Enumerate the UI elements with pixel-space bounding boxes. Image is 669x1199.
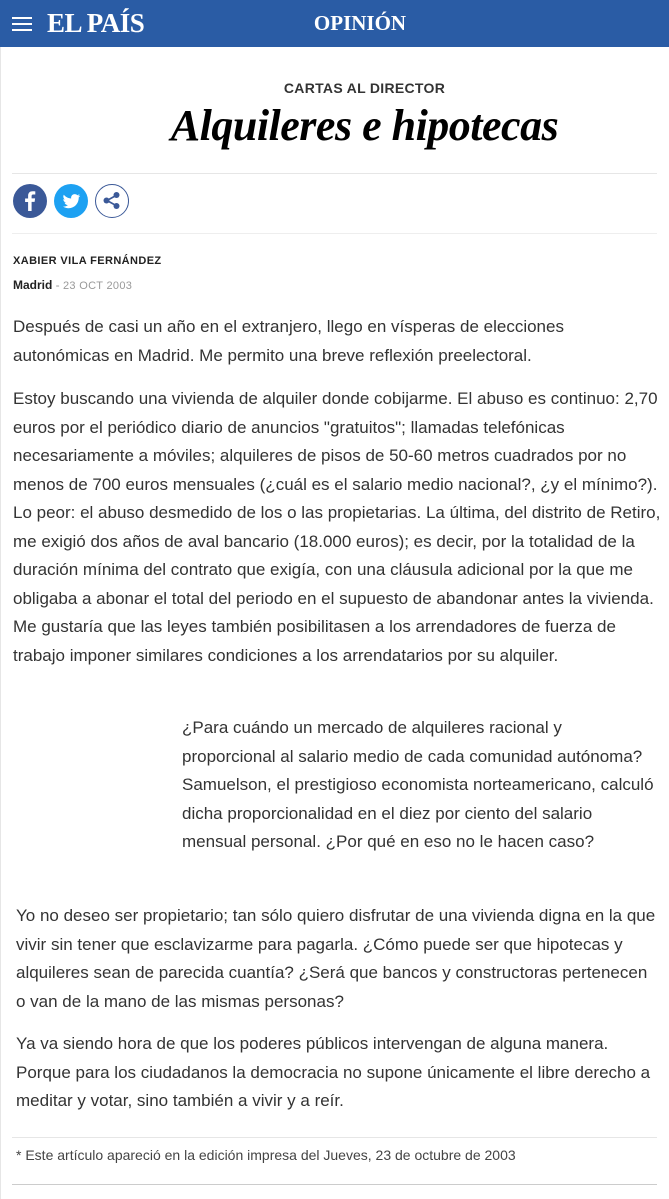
article-kicker[interactable]: CARTAS AL DIRECTOR <box>283 80 446 96</box>
highlighted-paragraph: ¿Para cuándo un mercado de alquileres racional y proporcional al salario medio de cada comunidad autónoma? Samuelson, el prestigioso economista norteamericano, calculó dicha proporcionalidad en el diez por ciento del salario mensual personal. ¿Por qué en eso no le hacen caso? <box>182 718 654 851</box>
facebook-icon <box>13 184 47 218</box>
article-meta <box>13 278 132 293</box>
divider <box>12 1137 657 1138</box>
publish-date: 23 OCT 2003 <box>63 280 133 292</box>
twitter-icon <box>54 184 88 218</box>
author-name[interactable]: XABIER VILA FERNÁNDEZ <box>13 255 162 267</box>
top-navigation-bar <box>0 0 669 47</box>
site-logo[interactable]: EL PAÍS <box>47 8 145 38</box>
article-headline: Alquileres e hipotecas <box>170 101 559 150</box>
article-paragraph: Yo no deseo ser propietario; tan sólo quiero disfrutar de una vivienda digna en la que vivir sin tener que esclavizarme para pagarla. ¿Cómo puede ser que hipotecas y alquileres sean de parecida cuantía? ¿Será que bancos y constructoras pertenecen o van de la mano de las mismas personas? <box>16 906 656 1011</box>
article-paragraph: Estoy buscando una vivienda de alquiler donde cobijarme. El abuso es continuo: 2,70 euros por el periódico diario de anuncios "gratuitos"; llamadas telefónicas necesariamente a móviles; alquileres de pisos de 50-60 metros cuadrados por no menos de 700 euros mensuales (¿cuál es el salario medio nacional?, ¿y el mínimo?). Lo peor: el abuso desmedido de los o las propietarias. La última, del distrito de Retiro, me exigió dos años de aval bancario (18.000 euros); es decir, por la totalidad de la duración mínima del contrato que exigía, con una cláusula adicional por la que me obligaba a abonar el total del periodo en el supuesto de abandonar antes la vivienda. Me gustaría que las leyes también posibilitasen a los arrendadores de fuerza de trabajo imponer similares condiciones a los arrendatarios por su alquiler. <box>13 389 661 665</box>
section-title[interactable]: OPINIÓN <box>313 11 407 35</box>
divider <box>12 1184 657 1185</box>
article-paragraph: Después de casi un año en el extranjero, llego en vísperas de elecciones autonómicas en Madrid. Me permito una breve reflexión preelectoral. <box>13 317 564 365</box>
print-edition-footnote: * Este artículo apareció en la edición impresa del Jueves, 23 de octubre de 2003 <box>16 1147 516 1163</box>
dateline-city: Madrid <box>13 278 53 292</box>
facebook-share-button[interactable] <box>13 184 47 218</box>
share-icon <box>96 185 127 216</box>
divider <box>12 233 657 234</box>
twitter-share-button[interactable] <box>54 184 88 218</box>
article-paragraph: Ya va siendo hora de que los poderes públicos intervengan de alguna manera. Porque para los ciudadanos la democracia no supone únicamente el libre derecho a meditar y votar, sino también a vivir y a reír. <box>16 1034 651 1110</box>
divider <box>12 173 657 174</box>
more-share-button[interactable] <box>95 184 129 218</box>
dateline-separator: - <box>52 278 64 292</box>
